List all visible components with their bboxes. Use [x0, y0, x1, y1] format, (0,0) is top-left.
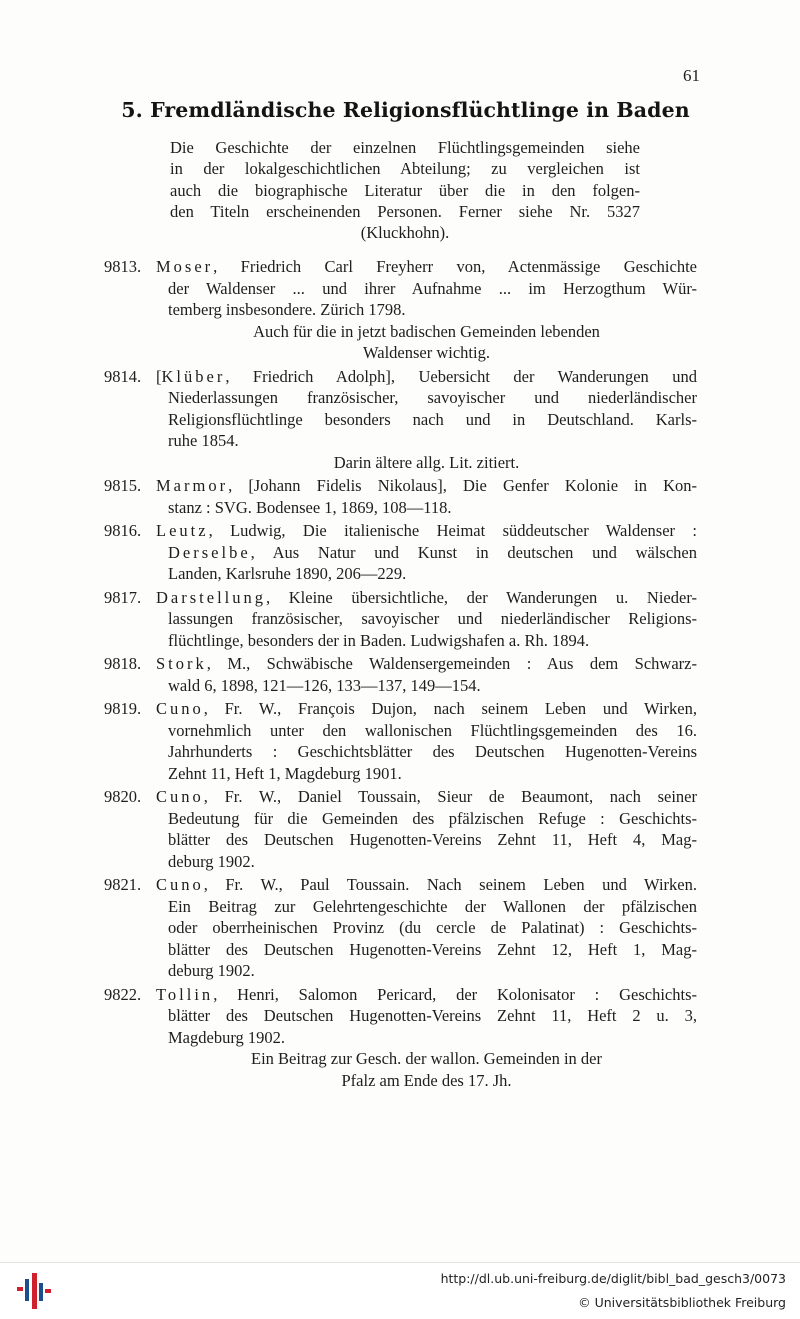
entry-author: Cuno	[156, 699, 204, 718]
entry-line: Religionsflüchtlinge besonders nach und in Deutschland. Karls-	[168, 409, 697, 429]
entry-author: Cuno	[156, 875, 204, 894]
intro-line: in der lokalgeschichtlichen Abteilung; zu vergleichen ist	[170, 159, 640, 179]
entry-line	[156, 366, 697, 388]
bibliography-list	[0, 256, 800, 1093]
entry-line	[156, 542, 697, 564]
entry-body	[156, 653, 697, 696]
entry-body	[156, 520, 697, 585]
entry-author: Stork	[156, 654, 207, 673]
page-number: 61	[683, 66, 700, 85]
entry-line: der Waldenser ... und ihrer Aufnahme ... im Herzogthum Wür-	[168, 278, 697, 298]
entry-gap	[0, 1091, 800, 1093]
bibliography-entry	[0, 698, 800, 784]
entry-text: , Friedrich Adolph], Uebersicht der Wanderungen und	[225, 366, 697, 386]
entry-line	[156, 984, 697, 1006]
entry-line	[156, 256, 697, 278]
entry-line: wald 6, 1898, 121—126, 133—137, 149—154.	[168, 675, 481, 695]
entry-number: 9820.	[104, 787, 142, 806]
entry-bracket: [	[156, 366, 162, 386]
entry-number: 9822.	[104, 984, 142, 1004]
entry-text: , Fr. W., Daniel Toussain, Sieur de Beaumont, nach seiner	[203, 787, 697, 806]
entry-line	[156, 587, 697, 609]
bibliography-entry	[0, 475, 800, 518]
entry-author: Marmor	[156, 476, 229, 495]
entry-author: Cuno	[156, 787, 204, 806]
entry-line: Niederlassungen französischer, savoyischer und niederländischer	[168, 388, 697, 407]
entry-line: temberg insbesondere. Zürich 1798.	[168, 300, 406, 319]
bibliography-entry	[0, 786, 800, 872]
entry-text: , Ludwig, Die italienische Heimat süddeutscher Waldenser :	[208, 521, 697, 540]
entry-body	[156, 587, 697, 652]
entry-line: deburg 1902.	[168, 961, 255, 980]
entry-line: Ein Beitrag zur Gelehrtengeschichte der Wallonen der pfälzischen	[168, 896, 697, 916]
entry-text: , Friedrich Carl Freyherr von, Actenmässige Geschichte	[213, 257, 697, 276]
entry-author: Darstellung	[156, 587, 266, 607]
intro-line: den Titeln erscheinenden Personen. Ferner siehe Nr. 5327	[170, 201, 640, 221]
entry-body	[156, 698, 697, 784]
entry-body	[156, 984, 697, 1092]
entry-line: oder oberrheinischen Provinz (du cercle de Palatinat) : Geschichts-	[168, 918, 697, 937]
entry-author: Klüber	[161, 366, 226, 386]
viewer-footer	[0, 1262, 800, 1319]
entry-line	[156, 475, 697, 497]
entry-note: Darin ältere allg. Lit. zitiert.	[333, 452, 520, 472]
entry-body	[156, 786, 697, 872]
intro-paragraph	[170, 137, 640, 243]
entry-line: blätter des Deutschen Hugenotten-Vereins Zehnt 11, Heft 4, Mag-	[168, 830, 697, 849]
entry-number: 9818.	[104, 654, 142, 673]
entry-number: 9817.	[104, 587, 142, 607]
entry-line: Magdeburg 1902.	[168, 1027, 286, 1047]
ub-freiburg-logo-icon[interactable]	[14, 1271, 54, 1311]
section-heading: 5. Fremdländische Religionsflüchtlinge in Baden	[121, 98, 690, 122]
entry-body	[156, 874, 697, 982]
bibliography-entry	[0, 366, 800, 474]
entry-line: lassungen französischer, savoyischer und niederländischer Religions-	[168, 609, 697, 628]
intro-line: Die Geschichte der einzelnen Flüchtlingsgemeinden siehe	[170, 138, 640, 157]
entry-note: Pfalz am Ende des 17. Jh.	[341, 1070, 512, 1090]
entry-spaced-word: Derselbe	[168, 542, 251, 562]
entry-line	[156, 874, 697, 896]
entry-line: blätter des Deutschen Hugenotten-Vereins Zehnt 11, Heft 2 u. 3,	[168, 1006, 697, 1025]
entry-text: , M., Schwäbische Waldensergemeinden : Aus dem Schwarz-	[206, 654, 697, 673]
entry-number: 9813.	[104, 257, 142, 276]
bibliography-entry	[0, 256, 800, 364]
page-url-link[interactable]: http://dl.ub.uni-freiburg.de/diglit/bibl_bad_gesch3/0073	[440, 1271, 786, 1286]
entry-line: Jahrhunderts : Geschichtsblätter des Deutschen Hugenotten-Vereins	[168, 742, 697, 761]
entry-body	[156, 366, 697, 474]
entry-number: 9814.	[104, 366, 142, 386]
intro-line: auch die biographische Literatur über die in den folgen-	[170, 180, 640, 200]
entry-text: , Fr. W., François Dujon, nach seinem Leben und Wirken,	[203, 699, 697, 718]
entry-line: blätter des Deutschen Hugenotten-Vereins Zehnt 12, Heft 1, Mag-	[168, 939, 697, 959]
bibliography-entry	[0, 520, 800, 585]
entry-line: stanz : SVG. Bodensee 1, 1869, 108—118.	[168, 497, 452, 517]
bibliography-entry	[0, 587, 800, 652]
entry-line	[156, 653, 697, 675]
entry-line: deburg 1902.	[168, 851, 255, 871]
entry-text: , [Johann Fidelis Nikolaus], Die Genfer Kolonie in Kon-	[228, 476, 697, 495]
entry-note: Waldenser wichtig.	[363, 343, 490, 362]
entry-line: Landen, Karlsruhe 1890, 206—229.	[168, 564, 407, 583]
entry-line	[156, 698, 697, 720]
entry-body	[156, 475, 697, 518]
entry-line	[156, 786, 697, 808]
entry-text: , Fr. W., Paul Toussain. Nach seinem Leben und Wirken.	[203, 875, 697, 894]
entry-line: Zehnt 11, Heft 1, Magdeburg 1901.	[168, 763, 402, 783]
entry-text: , Aus Natur und Kunst in deutschen und wälschen	[250, 542, 697, 562]
entry-line: Bedeutung für die Gemeinden des pfälzischen Refuge : Geschichts-	[168, 808, 697, 828]
entry-author: Moser	[156, 257, 214, 276]
entry-number: 9821.	[104, 875, 142, 894]
entry-line: flüchtlinge, besonders der in Baden. Ludwigshafen a. Rh. 1894.	[168, 630, 590, 650]
entry-number: 9816.	[104, 521, 142, 540]
copyright-text: © Universitätsbibliothek Freiburg	[578, 1295, 786, 1310]
entry-line: vornehmlich unter den wallonischen Flüchtlingsgemeinden des 16.	[168, 720, 697, 740]
entry-number: 9815.	[104, 476, 142, 495]
entry-line	[156, 520, 697, 542]
entry-note: Ein Beitrag zur Gesch. der wallon. Gemeinden in der	[251, 1049, 602, 1068]
bibliography-entry	[0, 984, 800, 1092]
bibliography-entry	[0, 874, 800, 982]
entry-note: Auch für die in jetzt badischen Gemeinden lebenden	[253, 321, 600, 341]
entry-author: Leutz	[156, 521, 209, 540]
entry-number: 9819.	[104, 699, 142, 718]
entry-line: ruhe 1854.	[168, 431, 239, 450]
entry-text: , Kleine übersichtliche, der Wanderungen u. Nieder-	[265, 587, 697, 607]
entry-author: Tollin	[156, 984, 214, 1004]
bibliography-entry	[0, 653, 800, 696]
entry-text: , Henri, Salomon Pericard, der Kolonisator : Geschichts-	[213, 984, 697, 1004]
entry-body	[156, 256, 697, 364]
intro-line: (Kluckhohn).	[360, 223, 450, 243]
